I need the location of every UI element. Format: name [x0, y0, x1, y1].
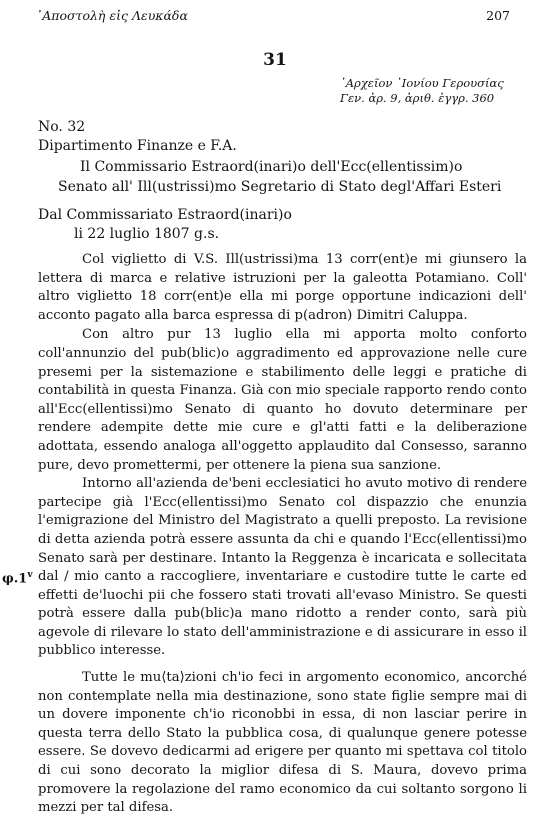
paragraph: Col viglietto di V.S. Ill(ustrissi)ma 13 corr(ent)e mi giunsero la lettera di marca e relative istruzioni per la galeotta Potamiano. Coll' altro viglietto 18 corr(ent)e ella mi porge opportune indicazioni dell' acconto pagato alla barca espressa di p(adron) Dimitri Caluppa. [38, 252, 527, 323]
running-title: ᾿Αποστολὴ εἰς Λευκάδα [36, 8, 188, 23]
folio-number: φ.1 [2, 571, 28, 587]
page-number: 207 [486, 8, 510, 23]
paragraph: Con altro pur 13 luglio ella mi apporta molto conforto coll'annunzio del pub(blic)o aggradimento ed approvazione nelle cure presemi per la sistemazione e stabilimento delle leggi e pratiche di contabilità in questa Finanza. Già con mio speciale rapporto rendo conto all'Ecc(ellentissi)mo Senato di quanto ho dovuto determinare per rendere adempite dette mie cure e gl'atti fatti e la deliberazione adottata, essendo analoga all'oggetto applaudito dal Consesso, saranno pure, devo promettermi, per ottenere la piena sua sanzione. [38, 327, 527, 473]
letter-number: No. 32 [38, 119, 86, 135]
archive-reference [340, 76, 540, 106]
recipient-line: Senato all' Ill(ustrissi)mo Segretario di Stato degl'Affari Esteri [58, 179, 502, 195]
document-number: 31 [263, 50, 287, 70]
paragraph: Intorno all'azienda de'beni ecclesiatici ho avuto motivo di rendere partecipe già l'Ecc(ellentissi)mo Senato col dispazzio che enunzia l'emigrazione del Ministro del Magistrato a quelli preposto. La revisione di detta azienda potrà essere assunta da chi e quando l'Ecc(ellentissi)mo Senato sarà per destinare. Intanto la Reggenza è incaricata e sollecitata dal / mio canto a raccogliere, inventariare e custodire tutte le carte ed effetti de'luochi pii che fossero stati trovati all'evaso Ministro. Se questi potrà essere dalla pub(blic)a mano ridotto a render conto, sarà più agevole di rilevare lo stato dell'amministrazione e di assicurare in esso il pubblico interesse. [38, 476, 527, 659]
place-line: Dal Commissariato Estraord(inari)o [38, 207, 292, 223]
folio-margin-note [2, 566, 33, 588]
sender-line: Il Commissario Estraord(inari)o dell'Ecc(ellentissim)o [80, 159, 463, 175]
paragraph: Tutte le mu⟨ta⟩zioni ch'io feci in argomento economico, ancorché non contemplate nella mia destinazione, sono state figlie sempre mai di un dovere imponente ch'io riconobbi in essa, di non lasciar perire in questa terra dello Stato la pubblica cosa, di qualunque genere potesse essere. Se dovevo dedicarmi ad erigere per quanto mi spettava col titolo di cui sono decorato la miglior difesa di S. Maura, dovevo prima promovere la regolazione del ramo economico da cui soltanto sorgono li mezzi per tal difesa. [38, 670, 527, 816]
archive-reference-line-2: Γεν. ἀρ. 9, ἀριθ. ἐγγρ. 360 [340, 91, 495, 105]
archive-reference-line-1: ᾿Αρχεῖον ᾿Ιονίου Γερουσίας [340, 76, 504, 90]
folio-verso-mark: v [27, 570, 33, 580]
date-line: li 22 luglio 1807 g.s. [74, 226, 220, 242]
department: Dipartimento Finanze e F.A. [38, 138, 237, 154]
letter-body [38, 251, 527, 818]
